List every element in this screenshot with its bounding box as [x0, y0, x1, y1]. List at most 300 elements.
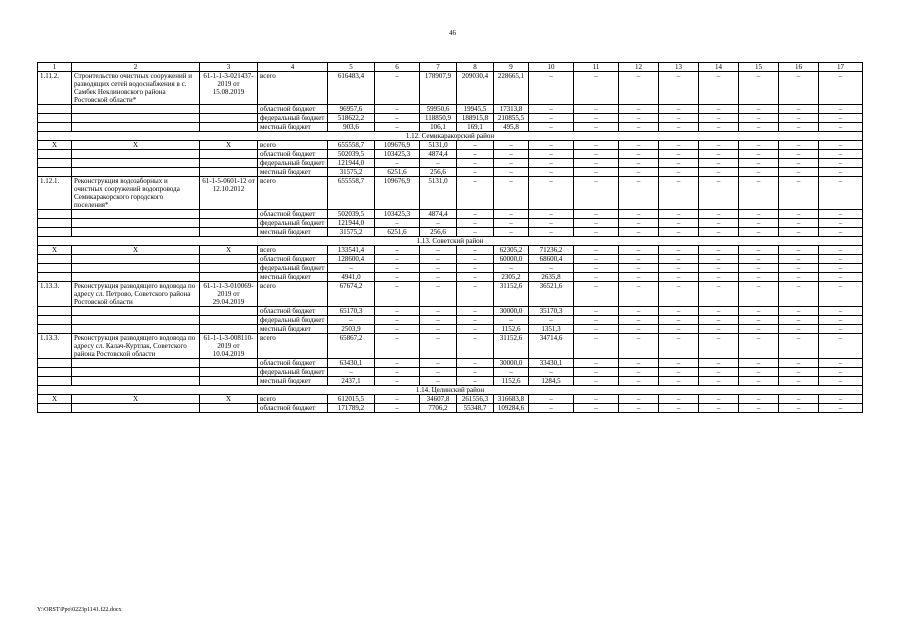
amount-cell: –	[529, 141, 574, 150]
amount-cell: –	[574, 105, 619, 114]
amount-cell: –	[779, 273, 819, 282]
amount-cell: –	[375, 264, 420, 273]
row-number	[38, 114, 72, 123]
row-number	[38, 404, 72, 413]
expertise-conclusion	[200, 404, 258, 413]
amount-cell: –	[659, 150, 699, 159]
object-name	[72, 316, 200, 325]
object-name	[72, 404, 200, 413]
object-name	[72, 264, 200, 273]
table-row	[38, 228, 863, 237]
expertise-conclusion	[200, 273, 258, 282]
funding-source: федеральный бюджет	[258, 264, 328, 273]
column-number: 2	[72, 63, 200, 72]
amount-cell: –	[779, 368, 819, 377]
amount-cell: –	[619, 123, 659, 132]
amount-cell: –	[619, 359, 659, 368]
amount-cell: 169,1	[457, 123, 494, 132]
expertise-conclusion: 61-1-5-0601-12 от 12.10.2012	[200, 177, 258, 210]
table-row	[38, 72, 863, 105]
amount-cell: –	[529, 264, 574, 273]
amount-cell: 495,8	[494, 123, 529, 132]
amount-cell: –	[819, 404, 863, 413]
amount-cell: –	[619, 325, 659, 334]
amount-cell: 31575,2	[328, 228, 375, 237]
amount-cell: –	[699, 114, 739, 123]
amount-cell: –	[699, 150, 739, 159]
amount-cell: –	[420, 325, 457, 334]
amount-cell: –	[375, 159, 420, 168]
amount-cell: 5131,0	[420, 177, 457, 210]
row-number	[38, 123, 72, 132]
amount-cell: –	[619, 264, 659, 273]
amount-cell: –	[574, 114, 619, 123]
amount-cell: –	[739, 325, 779, 334]
amount-cell: –	[619, 168, 659, 177]
amount-cell: 261556,3	[457, 395, 494, 404]
amount-cell: –	[819, 316, 863, 325]
table-row	[38, 114, 863, 123]
amount-cell: 35170,3	[529, 307, 574, 316]
amount-cell: –	[699, 307, 739, 316]
amount-cell: 612015,5	[328, 395, 375, 404]
amount-cell: –	[699, 334, 739, 359]
expertise-conclusion	[200, 219, 258, 228]
object-name	[72, 368, 200, 377]
funding-source: всего	[258, 334, 328, 359]
amount-cell: –	[659, 159, 699, 168]
row-number	[38, 255, 72, 264]
amount-cell: 6251,6	[375, 168, 420, 177]
table-row	[38, 273, 863, 282]
column-number: 11	[574, 63, 619, 72]
amount-cell: –	[328, 316, 375, 325]
amount-cell: –	[739, 359, 779, 368]
amount-cell: –	[819, 273, 863, 282]
amount-cell: –	[699, 123, 739, 132]
funding-source: всего	[258, 395, 328, 404]
page-number: 46	[449, 29, 456, 37]
table-body	[38, 63, 863, 413]
amount-cell: –	[574, 219, 619, 228]
amount-cell: –	[619, 334, 659, 359]
object-name: Реконструкция разводящего водовода по адресу сл. Калач-Куртлак, Советского района Ростовской области	[72, 334, 200, 359]
expertise-conclusion	[200, 377, 258, 386]
amount-cell: 209030,4	[457, 72, 494, 105]
amount-cell: 103425,3	[375, 150, 420, 159]
amount-cell: 19945,5	[457, 105, 494, 114]
amount-cell: –	[779, 334, 819, 359]
amount-cell: –	[574, 123, 619, 132]
amount-cell: –	[739, 114, 779, 123]
column-number: 10	[529, 63, 574, 72]
amount-cell: –	[779, 325, 819, 334]
table-row	[38, 404, 863, 413]
amount-cell: –	[420, 282, 457, 307]
amount-cell: –	[619, 395, 659, 404]
amount-cell: –	[619, 246, 659, 255]
amount-cell: –	[457, 282, 494, 307]
row-number	[38, 316, 72, 325]
amount-cell: –	[574, 368, 619, 377]
amount-cell: –	[420, 255, 457, 264]
amount-cell: –	[819, 255, 863, 264]
amount-cell: –	[574, 395, 619, 404]
funding-source: областной бюджет	[258, 255, 328, 264]
amount-cell: –	[779, 210, 819, 219]
amount-cell: –	[739, 228, 779, 237]
amount-cell: –	[739, 316, 779, 325]
amount-cell: –	[574, 210, 619, 219]
amount-cell: –	[494, 228, 529, 237]
object-name: X	[72, 395, 200, 404]
amount-cell: –	[375, 316, 420, 325]
amount-cell: 33430,1	[529, 359, 574, 368]
amount-cell: –	[659, 255, 699, 264]
amount-cell: –	[739, 210, 779, 219]
row-number	[38, 105, 72, 114]
amount-cell: 109676,9	[375, 141, 420, 150]
funding-source: федеральный бюджет	[258, 368, 328, 377]
amount-cell: –	[457, 255, 494, 264]
amount-cell: 903,6	[328, 123, 375, 132]
funding-source: федеральный бюджет	[258, 316, 328, 325]
amount-cell: –	[739, 404, 779, 413]
amount-cell: –	[819, 377, 863, 386]
amount-cell: –	[457, 168, 494, 177]
table-row	[38, 123, 863, 132]
amount-cell: –	[529, 123, 574, 132]
funding-source: местный бюджет	[258, 168, 328, 177]
amount-cell: –	[420, 359, 457, 368]
amount-cell: –	[420, 368, 457, 377]
row-number: 1.12.1.	[38, 177, 72, 210]
amount-cell: –	[420, 334, 457, 359]
amount-cell: –	[779, 219, 819, 228]
amount-cell: –	[420, 307, 457, 316]
amount-cell: –	[619, 228, 659, 237]
row-number: 1.11.2.	[38, 72, 72, 105]
amount-cell: 1152,6	[494, 325, 529, 334]
funding-source: федеральный бюджет	[258, 159, 328, 168]
amount-cell: 60000,0	[494, 255, 529, 264]
amount-cell: –	[529, 72, 574, 105]
amount-cell: –	[529, 395, 574, 404]
amount-cell: –	[529, 150, 574, 159]
object-name	[72, 123, 200, 132]
amount-cell: –	[699, 368, 739, 377]
column-number: 15	[739, 63, 779, 72]
amount-cell: –	[739, 159, 779, 168]
row-number	[38, 307, 72, 316]
table-row	[38, 359, 863, 368]
amount-cell: –	[574, 334, 619, 359]
amount-cell: –	[659, 114, 699, 123]
amount-cell: –	[619, 404, 659, 413]
row-number	[38, 228, 72, 237]
amount-cell: –	[529, 228, 574, 237]
amount-cell: –	[699, 72, 739, 105]
amount-cell: –	[779, 404, 819, 413]
amount-cell: 31575,2	[328, 168, 375, 177]
amount-cell: –	[659, 404, 699, 413]
table-row	[38, 168, 863, 177]
amount-cell: –	[574, 72, 619, 105]
amount-cell: 256,6	[420, 168, 457, 177]
amount-cell: –	[457, 307, 494, 316]
row-number	[38, 264, 72, 273]
amount-cell: –	[739, 334, 779, 359]
amount-cell: –	[457, 377, 494, 386]
amount-cell: –	[375, 246, 420, 255]
amount-cell: –	[574, 255, 619, 264]
amount-cell: –	[819, 141, 863, 150]
funding-source: всего	[258, 177, 328, 210]
amount-cell: 106,1	[420, 123, 457, 132]
amount-cell: –	[494, 177, 529, 210]
amount-cell: –	[659, 377, 699, 386]
table-row	[38, 282, 863, 307]
row-number: 1.13.3.	[38, 334, 72, 359]
amount-cell: –	[659, 141, 699, 150]
amount-cell: –	[457, 325, 494, 334]
amount-cell: –	[659, 105, 699, 114]
amount-cell: –	[574, 377, 619, 386]
amount-cell: –	[457, 273, 494, 282]
amount-cell: –	[699, 177, 739, 210]
amount-cell: 118850,9	[420, 114, 457, 123]
amount-cell: –	[457, 228, 494, 237]
amount-cell: 34714,6	[529, 334, 574, 359]
object-name: Строительство очистных сооружений и разводящих сетей водоснабжения в с. Самбек Неклиновского района Ростовской области*	[72, 72, 200, 105]
table-row	[38, 177, 863, 210]
amount-cell: 502039,5	[328, 150, 375, 159]
amount-cell: –	[420, 264, 457, 273]
amount-cell: –	[457, 177, 494, 210]
amount-cell: –	[699, 246, 739, 255]
amount-cell: –	[375, 123, 420, 132]
amount-cell: –	[779, 141, 819, 150]
amount-cell: –	[699, 219, 739, 228]
table-row	[38, 210, 863, 219]
table-row	[38, 246, 863, 255]
column-number: 5	[328, 63, 375, 72]
object-name	[72, 377, 200, 386]
amount-cell: 36521,6	[529, 282, 574, 307]
row-number	[38, 159, 72, 168]
amount-cell: –	[574, 264, 619, 273]
table-row	[38, 395, 863, 404]
amount-cell: –	[420, 273, 457, 282]
amount-cell: –	[739, 141, 779, 150]
row-number	[38, 368, 72, 377]
amount-cell: –	[375, 334, 420, 359]
amount-cell: –	[739, 307, 779, 316]
amount-cell: –	[457, 219, 494, 228]
amount-cell: 4874,4	[420, 210, 457, 219]
table-row	[38, 150, 863, 159]
amount-cell: –	[819, 359, 863, 368]
amount-cell: –	[779, 159, 819, 168]
section-heading-row	[38, 237, 863, 246]
amount-cell: –	[574, 141, 619, 150]
amount-cell: –	[574, 273, 619, 282]
table-row	[38, 264, 863, 273]
amount-cell: –	[529, 368, 574, 377]
amount-cell: 31152,6	[494, 282, 529, 307]
file-path-footer: Y:\ORST\Ppo\0223p1141.f22.docx	[37, 607, 122, 613]
column-number: 13	[659, 63, 699, 72]
amount-cell: –	[699, 282, 739, 307]
section-heading-row	[38, 386, 863, 395]
amount-cell: –	[375, 273, 420, 282]
amount-cell: –	[619, 210, 659, 219]
object-name	[72, 219, 200, 228]
amount-cell: –	[375, 307, 420, 316]
amount-cell: –	[619, 150, 659, 159]
amount-cell: –	[420, 159, 457, 168]
amount-cell: –	[819, 228, 863, 237]
amount-cell: –	[659, 368, 699, 377]
amount-cell: –	[819, 395, 863, 404]
amount-cell: –	[739, 219, 779, 228]
amount-cell: 121944,0	[328, 219, 375, 228]
amount-cell: –	[375, 368, 420, 377]
amount-cell: –	[699, 228, 739, 237]
expertise-conclusion	[200, 307, 258, 316]
column-number: 12	[619, 63, 659, 72]
expertise-conclusion	[200, 159, 258, 168]
object-name	[72, 255, 200, 264]
amount-cell: –	[779, 255, 819, 264]
amount-cell: –	[457, 150, 494, 159]
amount-cell: –	[819, 307, 863, 316]
amount-cell: –	[739, 273, 779, 282]
amount-cell: –	[619, 377, 659, 386]
amount-cell: –	[819, 219, 863, 228]
amount-cell: –	[819, 168, 863, 177]
table-row	[38, 316, 863, 325]
amount-cell: 31152,6	[494, 334, 529, 359]
funding-source: местный бюджет	[258, 228, 328, 237]
amount-cell: –	[819, 150, 863, 159]
amount-cell: –	[619, 141, 659, 150]
amount-cell: 316683,8	[494, 395, 529, 404]
amount-cell: –	[574, 307, 619, 316]
amount-cell: –	[457, 246, 494, 255]
funding-source: всего	[258, 282, 328, 307]
expertise-conclusion	[200, 123, 258, 132]
expertise-conclusion	[200, 325, 258, 334]
expertise-conclusion	[200, 255, 258, 264]
amount-cell: –	[779, 282, 819, 307]
amount-cell: –	[739, 123, 779, 132]
amount-cell: –	[659, 325, 699, 334]
amount-cell: –	[494, 159, 529, 168]
amount-cell: 59950,6	[420, 105, 457, 114]
amount-cell: –	[529, 114, 574, 123]
amount-cell: –	[375, 395, 420, 404]
object-name	[72, 359, 200, 368]
amount-cell: –	[659, 219, 699, 228]
amount-cell: –	[819, 210, 863, 219]
expertise-conclusion	[200, 168, 258, 177]
amount-cell: 518622,2	[328, 114, 375, 123]
amount-cell: –	[574, 282, 619, 307]
amount-cell: 178907,9	[420, 72, 457, 105]
amount-cell: –	[699, 168, 739, 177]
funding-source: всего	[258, 246, 328, 255]
program-table	[37, 62, 863, 413]
amount-cell: –	[699, 316, 739, 325]
amount-cell: –	[739, 246, 779, 255]
amount-cell: –	[375, 72, 420, 105]
object-name	[72, 150, 200, 159]
expertise-conclusion: 61-1-1-3-010069-2019 от 29.04.2019	[200, 282, 258, 307]
expertise-conclusion: 61-1-1-3-008110-2019 от 10.04.2019	[200, 334, 258, 359]
amount-cell: 228665,1	[494, 72, 529, 105]
amount-cell: –	[375, 404, 420, 413]
amount-cell: –	[457, 334, 494, 359]
column-number: 3	[200, 63, 258, 72]
amount-cell: –	[739, 395, 779, 404]
amount-cell: –	[529, 168, 574, 177]
expertise-conclusion: X	[200, 395, 258, 404]
amount-cell: –	[619, 159, 659, 168]
column-number: 6	[375, 63, 420, 72]
expertise-conclusion	[200, 210, 258, 219]
expertise-conclusion	[200, 105, 258, 114]
object-name	[72, 114, 200, 123]
amount-cell: –	[659, 273, 699, 282]
amount-cell: –	[779, 395, 819, 404]
amount-cell: –	[574, 359, 619, 368]
amount-cell: –	[574, 159, 619, 168]
expertise-conclusion	[200, 316, 258, 325]
amount-cell: –	[819, 105, 863, 114]
amount-cell: –	[457, 316, 494, 325]
amount-cell: –	[779, 246, 819, 255]
column-number: 16	[779, 63, 819, 72]
amount-cell: –	[574, 246, 619, 255]
amount-cell: –	[494, 210, 529, 219]
amount-cell: –	[779, 307, 819, 316]
amount-cell: –	[529, 159, 574, 168]
amount-cell: –	[699, 395, 739, 404]
amount-cell: 109284,6	[494, 404, 529, 413]
expertise-conclusion: X	[200, 141, 258, 150]
amount-cell: –	[574, 228, 619, 237]
amount-cell: –	[574, 177, 619, 210]
funding-source: областной бюджет	[258, 210, 328, 219]
amount-cell: –	[699, 264, 739, 273]
table-row	[38, 368, 863, 377]
amount-cell: 62305,2	[494, 246, 529, 255]
amount-cell: –	[699, 141, 739, 150]
column-number: 8	[457, 63, 494, 72]
table-row	[38, 334, 863, 359]
amount-cell: –	[457, 359, 494, 368]
amount-cell: –	[699, 404, 739, 413]
amount-cell: –	[779, 377, 819, 386]
amount-cell: –	[375, 282, 420, 307]
amount-cell: –	[699, 255, 739, 264]
amount-cell: 7706,2	[420, 404, 457, 413]
table-row	[38, 325, 863, 334]
amount-cell: –	[619, 105, 659, 114]
amount-cell: –	[739, 168, 779, 177]
amount-cell: 188915,8	[457, 114, 494, 123]
